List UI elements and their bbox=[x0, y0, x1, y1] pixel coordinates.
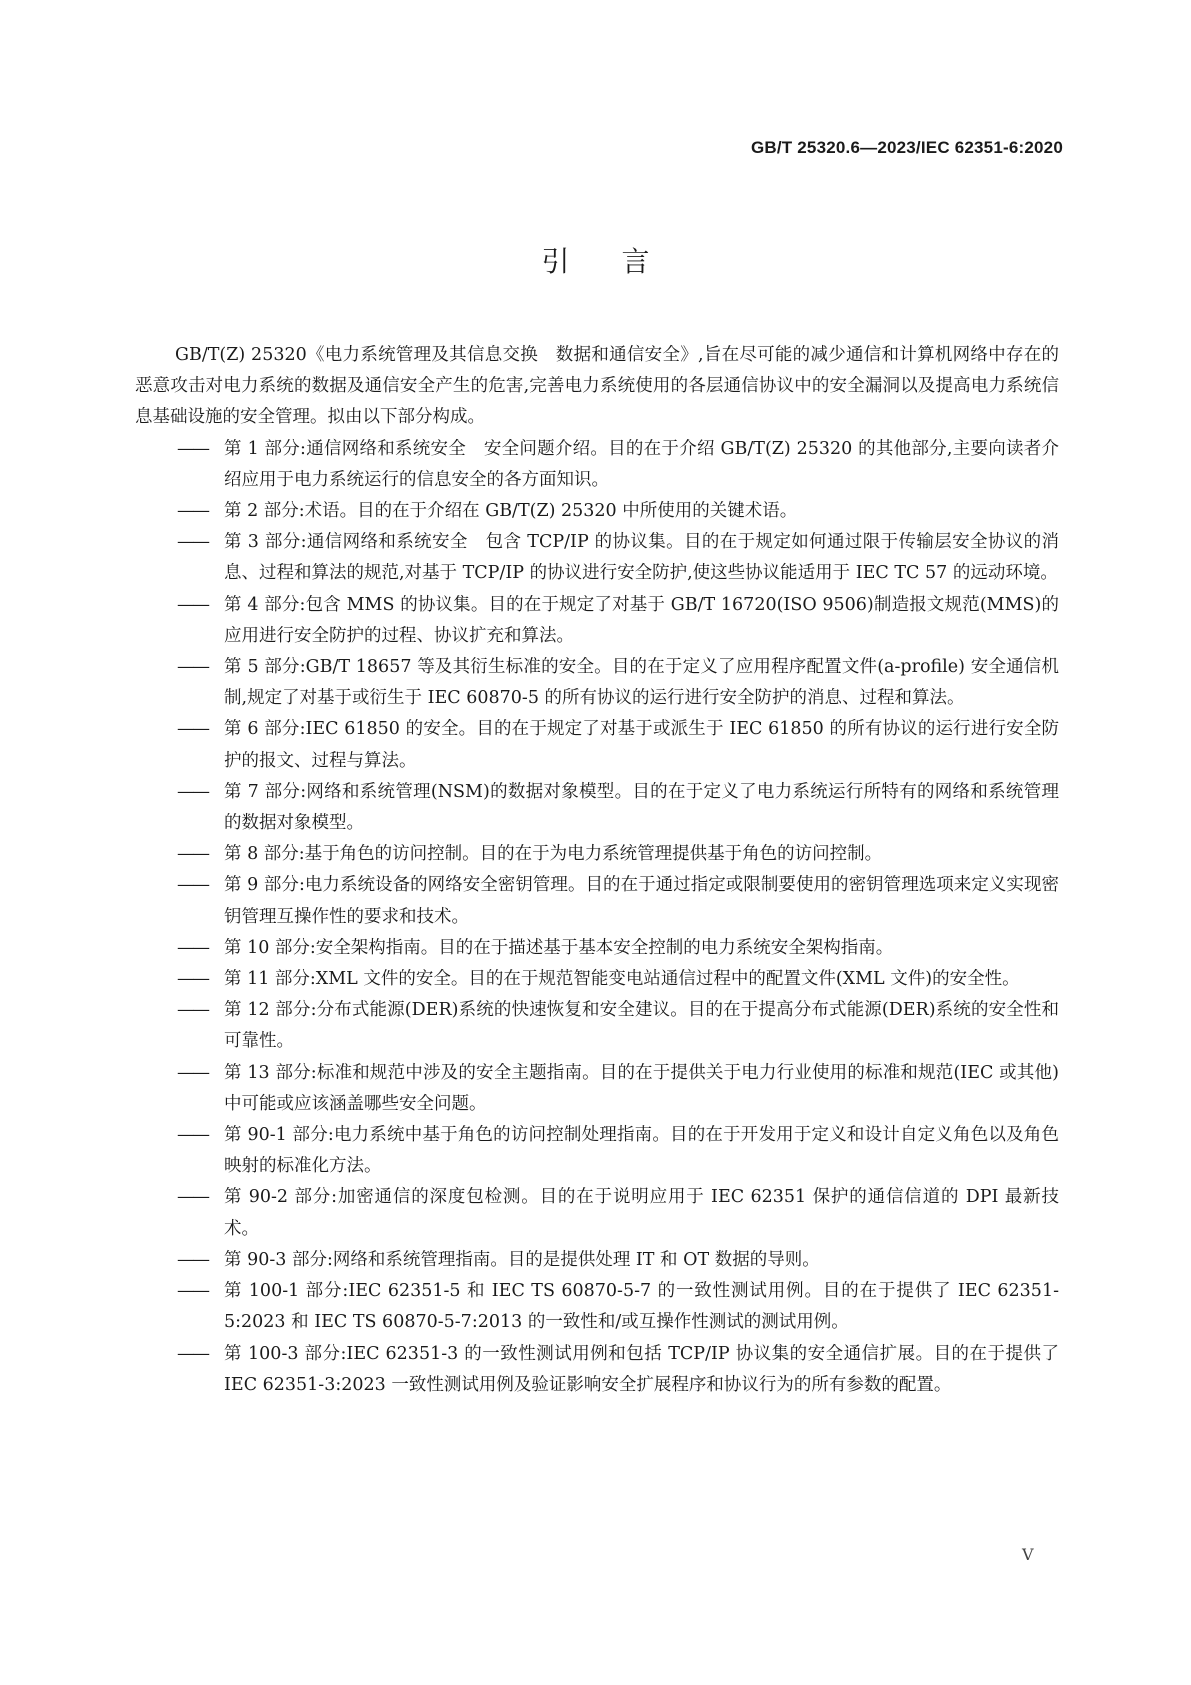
list-item-text: 第 3 部分:通信网络和系统安全 包含 TCP/IP 的协议集。目的在于规定如何通过限于传输层安全协议的消息、过程和算法的规范,对基于 TCP/IP 的协议进行安全防护,使这些协议能适用于 IEC TC 57 的远动环境。 bbox=[224, 532, 1059, 584]
list-item-text: 第 1 部分:通信网络和系统安全 安全问题介绍。目的在于介绍 GB/T(Z) 25320 的其他部分,主要向读者介绍应用于电力系统运行的信息安全的各方面知识。 bbox=[224, 438, 1059, 490]
list-item-text: 第 13 部分:标准和规范中涉及的安全主题指南。目的在于提供关于电力行业使用的标准和规范(IEC 或其他)中可能或应该涵盖哪些安全问题。 bbox=[224, 1062, 1059, 1114]
list-item-text: 第 5 部分:GB/T 18657 等及其衍生标准的安全。目的在于定义了应用程序配置文件(a-profile) 安全通信机制,规定了对基于或衍生于 IEC 60870-5 的所有协议的运行进行安全防护的消息、过程和算法。 bbox=[224, 657, 1059, 709]
list-item-part-10 bbox=[135, 933, 1059, 964]
list-item-part-100-1 bbox=[135, 1276, 1059, 1338]
list-item-text: 第 8 部分:基于角色的访问控制。目的在于为电力系统管理提供基于角色的访问控制。 bbox=[224, 844, 883, 865]
list-item-part-7 bbox=[135, 777, 1059, 839]
dash-marker: —— bbox=[177, 657, 208, 678]
list-item-part-12 bbox=[135, 995, 1059, 1057]
list-item-part-5 bbox=[135, 652, 1059, 714]
dash-marker: —— bbox=[177, 937, 208, 958]
dash-marker: —— bbox=[177, 1125, 208, 1146]
list-item-part-8 bbox=[135, 839, 1059, 870]
standard-code-header: GB/T 25320.6—2023/IEC 62351-6:2020 bbox=[750, 138, 1063, 157]
list-item-text: 第 6 部分:IEC 61850 的安全。目的在于规定了对基于或派生于 IEC 61850 的所有协议的运行进行安全防护的报文、过程与算法。 bbox=[224, 719, 1059, 771]
list-item-text: 第 2 部分:术语。目的在于介绍在 GB/T(Z) 25320 中所使用的关键术语。 bbox=[224, 501, 798, 522]
dash-marker: —— bbox=[177, 875, 208, 896]
list-item-text: 第 9 部分:电力系统设备的网络安全密钥管理。目的在于通过指定或限制要使用的密钥管理选项来定义实现密钥管理互操作性的要求和技术。 bbox=[224, 875, 1059, 927]
dash-marker: —— bbox=[177, 969, 208, 990]
list-item-part-90-3 bbox=[135, 1245, 1059, 1276]
dash-marker: —— bbox=[177, 1249, 208, 1270]
list-item-text: 第 90-3 部分:网络和系统管理指南。目的是提供处理 IT 和 OT 数据的导则。 bbox=[224, 1249, 820, 1270]
dash-marker: —— bbox=[177, 1062, 208, 1083]
dash-marker: —— bbox=[177, 844, 208, 865]
list-item-part-1 bbox=[135, 434, 1059, 496]
dash-marker: —— bbox=[177, 1343, 208, 1364]
list-item-part-3 bbox=[135, 527, 1059, 589]
list-item-part-2 bbox=[135, 496, 1059, 527]
dash-marker: —— bbox=[177, 594, 208, 615]
list-item-part-6 bbox=[135, 714, 1059, 776]
list-item-text: 第 12 部分:分布式能源(DER)系统的快速恢复和安全建议。目的在于提高分布式能源(DER)系统的安全性和可靠性。 bbox=[224, 1000, 1059, 1052]
list-item-part-90-2 bbox=[135, 1182, 1059, 1244]
list-item-text: 第 100-3 部分:IEC 62351-3 的一致性测试用例和包括 TCP/IP 协议集的安全通信扩展。目的在于提供了 IEC 62351-3:2023 一致性测试用例及验证影响安全扩展程序和协议行为的所有参数的配置。 bbox=[224, 1343, 1059, 1395]
dash-marker: —— bbox=[177, 719, 208, 740]
page-number: V bbox=[1022, 1545, 1034, 1564]
list-item-part-9 bbox=[135, 870, 1059, 932]
list-item-text: 第 100-1 部分:IEC 62351-5 和 IEC TS 60870-5-7 的一致性测试用例。目的在于提供了 IEC 62351-5:2023 和 IEC TS 60870-5-7:2013 的一致性和/或互操作性测试的测试用例。 bbox=[224, 1281, 1059, 1333]
list-item-text: 第 11 部分:XML 文件的安全。目的在于规范智能变电站通信过程中的配置文件(XML 文件)的安全性。 bbox=[224, 969, 1020, 990]
list-item-part-11 bbox=[135, 964, 1059, 995]
list-item-part-100-3 bbox=[135, 1339, 1059, 1401]
dash-marker: —— bbox=[177, 438, 208, 459]
dash-marker: —— bbox=[177, 781, 208, 802]
page-title: 引言 bbox=[541, 245, 702, 278]
list-item-part-90-1 bbox=[135, 1120, 1059, 1182]
list-item-text: 第 90-1 部分:电力系统中基于角色的访问控制处理指南。目的在于开发用于定义和设计自定义角色以及角色映射的标准化方法。 bbox=[224, 1125, 1059, 1177]
list-item-text: 第 7 部分:网络和系统管理(NSM)的数据对象模型。目的在于定义了电力系统运行所特有的网络和系统管理的数据对象模型。 bbox=[224, 781, 1059, 834]
list-item-part-13 bbox=[135, 1058, 1059, 1120]
dash-marker: —— bbox=[177, 532, 208, 553]
dash-marker: —— bbox=[177, 1000, 208, 1021]
dash-marker: —— bbox=[177, 1281, 208, 1302]
dash-marker: —— bbox=[177, 501, 208, 522]
list-item-text: 第 90-2 部分:加密通信的深度包检测。目的在于说明应用于 IEC 62351 保护的通信信道的 DPI 最新技术。 bbox=[224, 1187, 1059, 1239]
introduction-body bbox=[135, 340, 1059, 1401]
list-item-text: 第 10 部分:安全架构指南。目的在于描述基于基本安全控制的电力系统安全架构指南。 bbox=[224, 937, 894, 958]
dash-marker: —— bbox=[177, 1187, 208, 1208]
list-item-text: 第 4 部分:包含 MMS 的协议集。目的在于规定了对基于 GB/T 16720(ISO 9506)制造报文规范(MMS)的应用进行安全防护的过程、协议扩充和算法。 bbox=[224, 594, 1059, 646]
intro-paragraph: GB/T(Z) 25320《电力系统管理及其信息交换 数据和通信安全》,旨在尽可能的减少通信和计算机网络中存在的恶意攻击对电力系统的数据及通信安全产生的危害,完善电力系统使用的各层通信协议中的安全漏洞以及提高电力系统信息基础设施的安全管理。拟由以下部分构成。 bbox=[135, 345, 1059, 428]
list-item-part-4 bbox=[135, 590, 1059, 652]
